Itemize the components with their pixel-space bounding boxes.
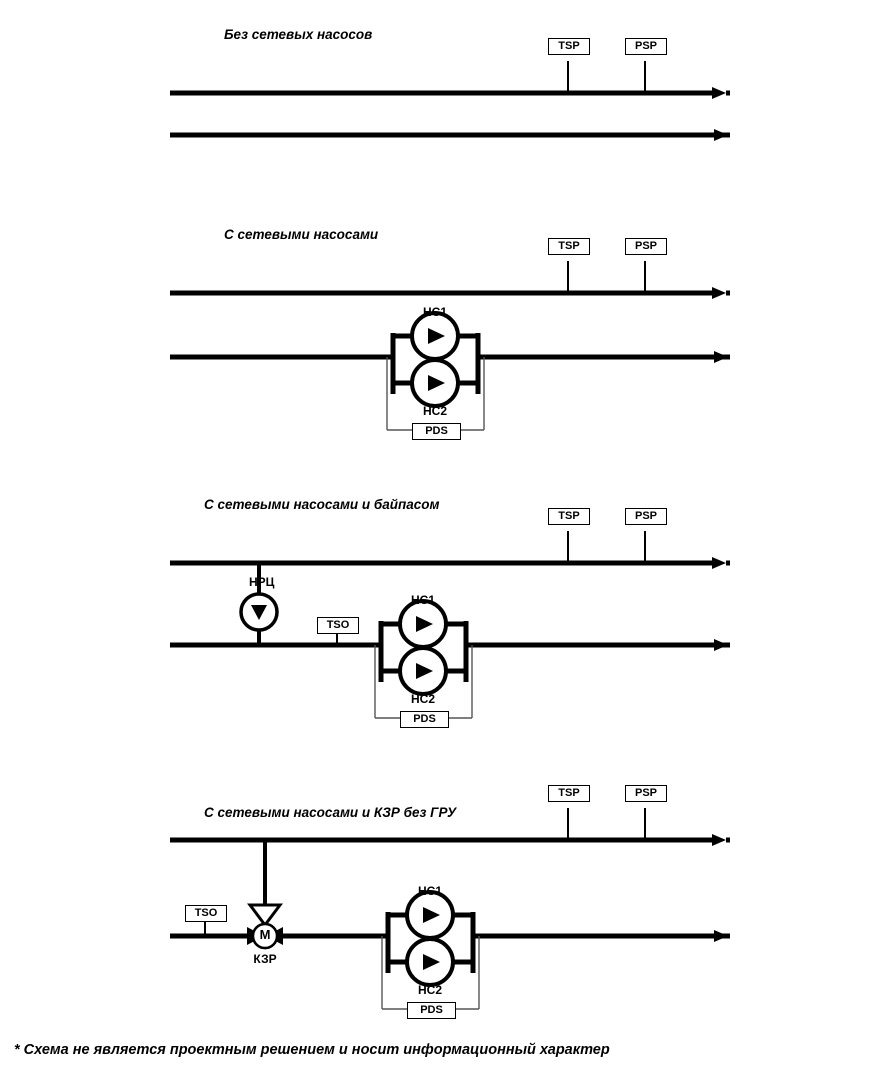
pump-label-nrc: НРЦ (249, 575, 275, 589)
tag-pds-4: PDS (407, 1002, 456, 1019)
tag-tso-4: TSO (185, 905, 227, 922)
pump-label-ns1-2: НС1 (422, 305, 447, 319)
scheme-2-title: С сетевыми насосами (224, 227, 379, 242)
tag-tsp-3: TSP (548, 508, 590, 525)
scheme-1-title: Без сетевых насосов (224, 27, 373, 42)
tag-tsp-4: TSP (548, 785, 590, 802)
tag-psp-4: PSP (625, 785, 667, 802)
scheme-1-piping (170, 61, 730, 135)
tag-tso-3: TSO (317, 617, 359, 634)
tag-psp-1: PSP (625, 38, 667, 55)
pump-label-ns1-4: НС1 (417, 884, 442, 898)
pump-label-ns2-4: НС2 (417, 983, 442, 997)
tag-psp-2: PSP (625, 238, 667, 255)
tag-pds-2: PDS (412, 423, 461, 440)
scheme-3-title: С сетевыми насосами и байпасом (204, 497, 440, 512)
pump-label-ns2-2: НС2 (422, 404, 447, 418)
pump-label-ns2-3: НС2 (410, 692, 435, 706)
footnote-text: * Схема не является проектным решением и носит информационный характер (14, 1042, 610, 1058)
scheme-4-piping (170, 808, 730, 1009)
pump-label-ns1-3: НС1 (410, 593, 435, 607)
tag-tsp-1: TSP (548, 38, 590, 55)
tag-pds-3: PDS (400, 711, 449, 728)
tag-psp-3: PSP (625, 508, 667, 525)
scheme-4-title: С сетевыми насосами и КЗР без ГРУ (204, 805, 457, 820)
valve-label-kzr: КЗР (253, 952, 277, 966)
tag-tsp-2: TSP (548, 238, 590, 255)
scheme-3-piping (170, 531, 730, 718)
actuator-label-motor: M (259, 927, 271, 942)
